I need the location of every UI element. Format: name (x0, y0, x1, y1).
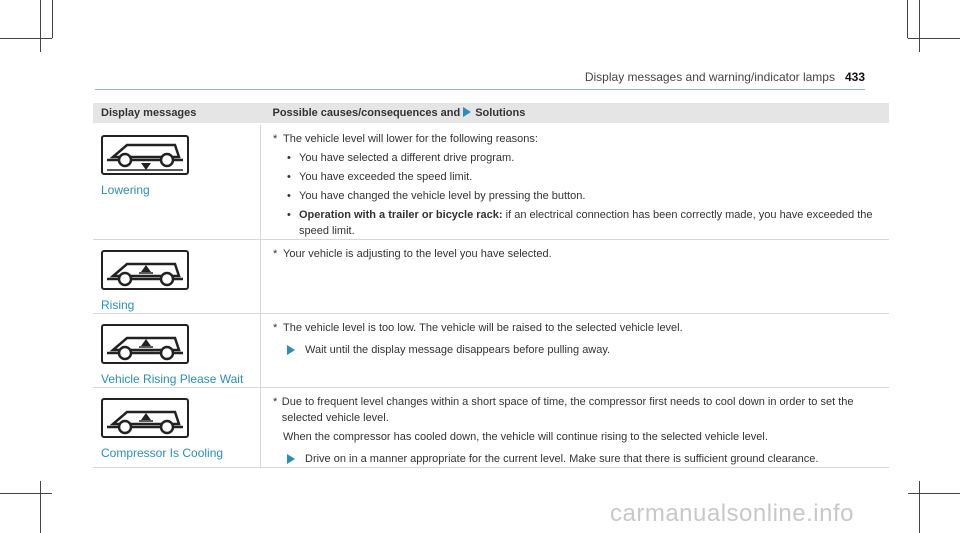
message-cell (93, 314, 261, 388)
column-header-causes-solutions (261, 103, 890, 124)
watermark: carmanualsonline.info (610, 500, 854, 527)
cause-text-continued: When the compressor has cooled down, the vehicle will continue rising to the selected vehicle level. (283, 431, 768, 443)
solution-step: Drive on in a manner appropriate for the current level. Make sure that there is sufficient ground clearance. (273, 451, 881, 467)
list-item: • You have selected a different drive program. (287, 152, 515, 164)
message-label: Vehicle Rising Please Wait (101, 372, 244, 386)
crop-mark (919, 0, 920, 52)
table-row (93, 124, 889, 240)
section-title: Display messages and warning/indicator lamps (584, 70, 835, 84)
column-header-solutions: Solutions (475, 107, 526, 119)
vehicle-rising-icon (101, 250, 189, 290)
crop-mark (907, 0, 908, 38)
vehicle-rising-icon (101, 398, 189, 438)
table-row (93, 240, 889, 314)
crop-mark (908, 38, 960, 39)
list-item: • You have exceeded the speed limit. (287, 171, 473, 183)
column-header-causes: Possible causes/consequences and (272, 107, 461, 119)
table-row (93, 388, 889, 468)
display-messages-table (93, 103, 889, 468)
message-cell (93, 124, 261, 240)
table-header-row (93, 103, 889, 124)
message-label: Compressor Is Cooling (101, 446, 224, 460)
header-rule (95, 89, 865, 90)
message-label: Rising (101, 298, 135, 312)
cause-cell (261, 124, 890, 240)
solution-arrow-icon (287, 345, 295, 355)
message-cell (93, 388, 261, 468)
solution-arrow-icon (287, 454, 295, 464)
table-row (93, 314, 889, 388)
cause-cell (261, 314, 890, 388)
message-cell (93, 240, 261, 314)
list-item: • Operation with a trailer or bicycle rack: if an electrical connection has been correctly made, you have exceeded the speed limit. (287, 209, 873, 237)
column-header-display-messages: Display messages (93, 103, 261, 124)
cause-text: * Due to frequent level changes within a short space of time, the compressor first needs to cool down in order to set the selected vehicle level. (273, 396, 854, 424)
page-header (565, 70, 865, 84)
reason-list (273, 150, 881, 239)
vehicle-rising-icon (101, 324, 189, 364)
message-label: Lowering (101, 183, 150, 197)
page-number: 433 (844, 70, 865, 84)
crop-mark (52, 0, 53, 38)
list-item: • You have changed the vehicle level by pressing the button. (287, 190, 586, 202)
crop-mark (919, 481, 920, 533)
crop-mark (908, 493, 960, 494)
crop-mark (0, 493, 52, 494)
cause-cell (261, 240, 890, 314)
crop-mark (0, 38, 52, 39)
cause-text: * The vehicle level will lower for the following reasons: (273, 133, 538, 145)
cause-text: * The vehicle level is too low. The vehicle will be raised to the selected vehicle level. (273, 322, 683, 334)
cause-text: * Your vehicle is adjusting to the level you have selected. (273, 248, 552, 260)
cause-cell (261, 388, 890, 468)
solution-step: Wait until the display message disappears before pulling away. (273, 342, 881, 358)
vehicle-lowering-icon (101, 135, 189, 175)
crop-mark (40, 0, 41, 52)
solution-arrow-icon (463, 107, 471, 117)
crop-mark (40, 481, 41, 533)
